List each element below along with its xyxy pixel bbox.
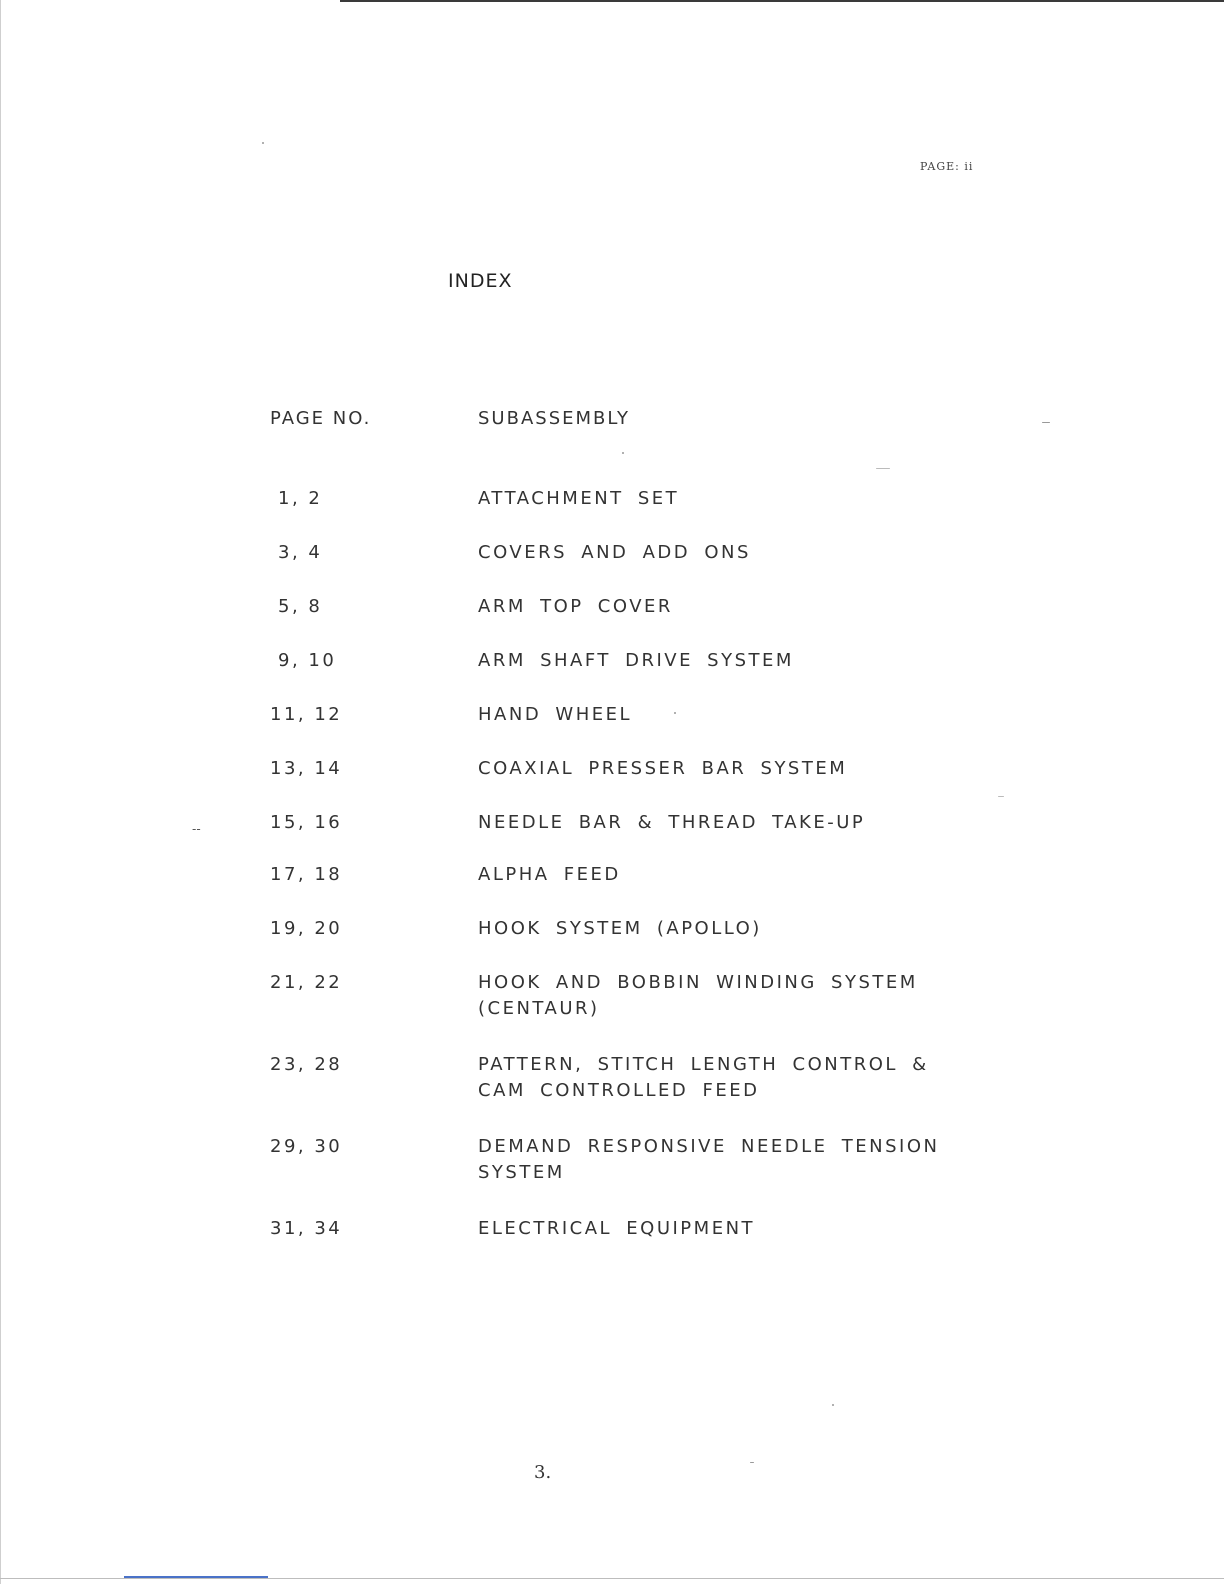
scan-speck xyxy=(998,796,1004,797)
scan-bottom-edge xyxy=(0,1578,1224,1579)
index-row-subassembly: HOOK AND BOBBIN WINDING SYSTEM (CENTAUR) xyxy=(478,972,918,1019)
index-row-subassembly: PATTERN, STITCH LENGTH CONTROL & CAM CONTROLLED FEED xyxy=(478,1054,929,1101)
index-row-subassembly: ARM TOP COVER xyxy=(478,596,673,617)
index-row-pages: 5, 8 xyxy=(278,596,323,617)
scan-speck xyxy=(876,468,890,469)
index-row-pages: 31, 34 xyxy=(270,1218,343,1239)
index-row-subassembly: ALPHA FEED xyxy=(478,864,621,885)
scan-speck xyxy=(832,1404,834,1406)
scan-speck xyxy=(622,452,624,454)
scan-speck xyxy=(750,1462,754,1463)
page-number-header: PAGE: ii xyxy=(920,160,974,173)
index-row-pages: 15, 16 xyxy=(270,812,343,833)
index-row-pages: 3, 4 xyxy=(278,542,323,563)
footer-handwritten-mark: 3. xyxy=(534,1462,552,1483)
index-row-pages: 19, 20 xyxy=(270,918,343,939)
index-row-subassembly: DEMAND RESPONSIVE NEEDLE TENSION SYSTEM xyxy=(478,1136,940,1183)
index-row-subassembly: COAXIAL PRESSER BAR SYSTEM xyxy=(478,758,848,779)
index-row-pages: 21, 22 xyxy=(270,972,343,993)
scan-speck xyxy=(262,142,264,144)
index-row-subassembly: ATTACHMENT SET xyxy=(478,488,680,509)
index-row-subassembly: ELECTRICAL EQUIPMENT xyxy=(478,1218,756,1239)
margin-dash-mark: -- xyxy=(192,822,201,836)
column-header-subassembly: SUBASSEMBLY xyxy=(478,408,630,429)
index-row-pages: 13, 14 xyxy=(270,758,343,779)
index-row-pages: 11, 12 xyxy=(270,704,343,725)
index-row-subassembly: COVERS AND ADD ONS xyxy=(478,542,751,563)
index-row-subassembly: HAND WHEEL xyxy=(478,704,633,725)
index-row-pages: 9, 10 xyxy=(278,650,337,671)
page-title: INDEX xyxy=(448,270,513,292)
index-row-pages: 23, 28 xyxy=(270,1054,343,1075)
scan-left-edge xyxy=(0,0,1,1584)
scan-speck xyxy=(1042,422,1050,423)
index-row-pages: 29, 30 xyxy=(270,1136,343,1157)
index-row-subassembly: HOOK SYSTEM (APOLLO) xyxy=(478,918,762,939)
column-header-page-no: PAGE NO. xyxy=(270,408,372,429)
index-row-pages: 17, 18 xyxy=(270,864,343,885)
bottom-blue-rule xyxy=(124,1576,268,1578)
scan-speck xyxy=(674,712,676,714)
index-row-pages: 1, 2 xyxy=(278,488,323,509)
index-row-subassembly: NEEDLE BAR & THREAD TAKE-UP xyxy=(478,812,866,833)
scan-top-edge xyxy=(340,0,1224,2)
index-row-subassembly: ARM SHAFT DRIVE SYSTEM xyxy=(478,650,794,671)
